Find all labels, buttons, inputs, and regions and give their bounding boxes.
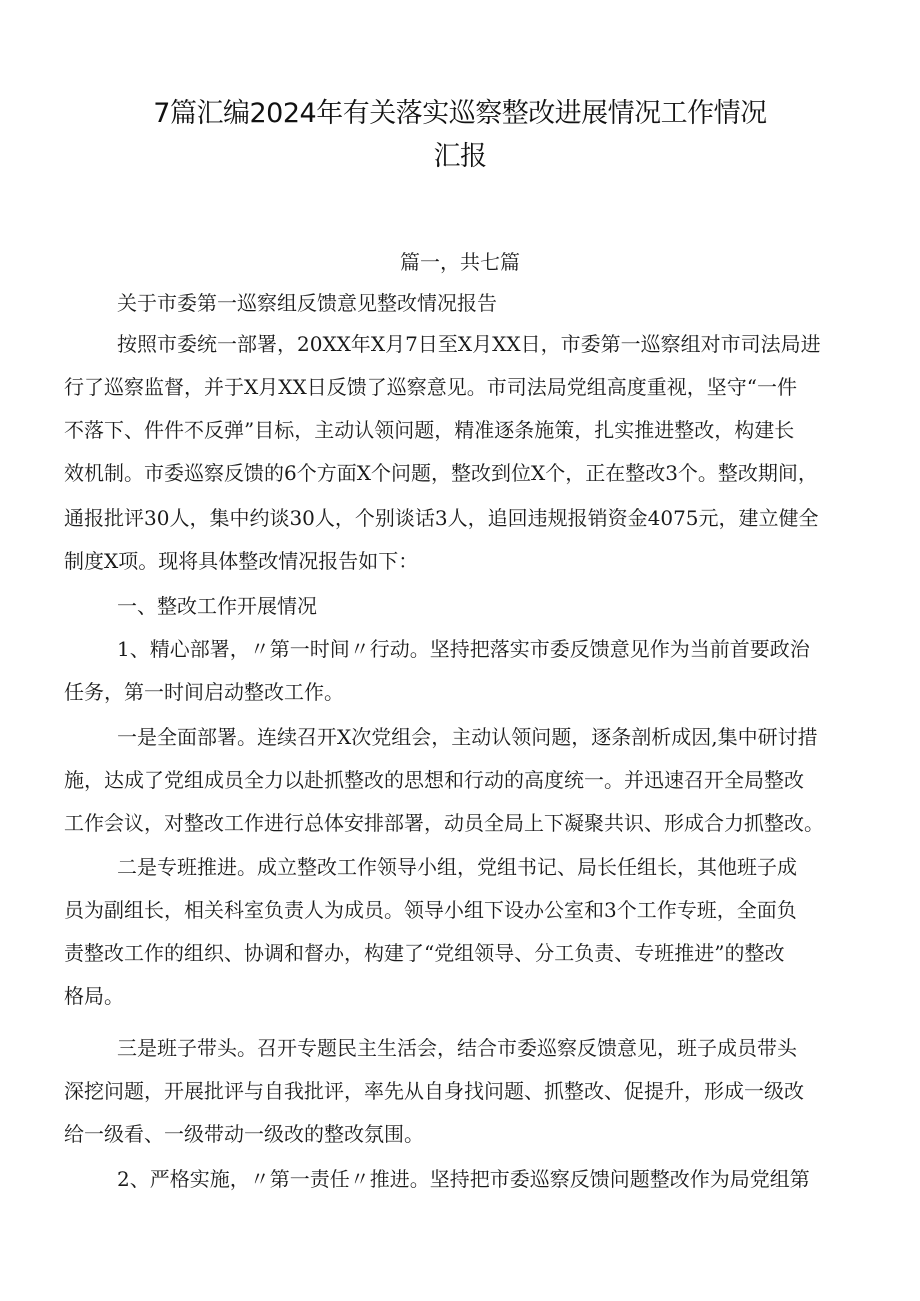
paragraph-line: 按照市委统一部署，20XX年X月7日至X月XX日，市委第一巡察组对市司法局进 [117, 332, 821, 356]
paragraph-line: 效机制。市委巡察反馈的6个方面X个问题，整改到位X个，正在整改3个。整改期间， [64, 461, 818, 485]
paragraph-line: 三是班子带头。召开专题民主生活会，结合市委巡察反馈意见，班子成员带头 [117, 1036, 797, 1060]
paragraph-line: 格局。 [64, 984, 124, 1008]
document-title-line-1: 7篇汇编2024年有关落实巡察整改进展情况工作情况 [153, 98, 767, 129]
report-title: 关于市委第一巡察组反馈意见整改情况报告 [117, 291, 497, 315]
paragraph-line: 一是全面部署。连续召开X次党组会，主动认领问题，逐条剖析成因,集中研讨措 [117, 725, 818, 749]
chapter-heading: 篇一，共七篇 [400, 250, 520, 274]
paragraph-line: 二是专班推进。成立整改工作领导小组，党组书记、局长任组长，其他班子成 [117, 855, 797, 879]
section-heading: 一、整改工作开展情况 [117, 594, 317, 618]
paragraph-line: 制度X项。现将具体整改情况报告如下： [64, 549, 419, 573]
paragraph-line: 给一级看、一级带动一级改的整改氛围。 [64, 1122, 424, 1146]
paragraph-line: 1、精心部署，〃第一时间〃行动。坚持把落实市委反馈意见作为当前首要政治 [117, 637, 810, 661]
paragraph-line: 任务，第一时间启动整改工作。 [64, 680, 344, 704]
paragraph-line: 责整改工作的组织、协调和督办，构建了“党组领导、分工负责、专班推进”的整改 [64, 941, 785, 965]
paragraph-line: 行了巡察监督，并于X月XX日反馈了巡察意见。市司法局党组高度重视，坚守“一件 [64, 375, 797, 399]
paragraph-line: 2、严格实施，〃第一责任〃推进。坚持把市委巡察反馈问题整改作为局党组第 [117, 1167, 810, 1191]
paragraph-line: 深挖问题，开展批评与自我批评，率先从自身找问题、抓整改、促提升，形成一级改 [64, 1079, 804, 1103]
document-title-line-2: 汇报 [433, 141, 487, 172]
paragraph-line: 施，达成了党组成员全力以赴抓整改的思想和行动的高度统一。并迅速召开全局整改 [64, 768, 804, 792]
paragraph-line: 不落下、件件不反弹”目标，主动认领问题，精准逐条施策，扎实推进整改，构建长 [64, 418, 795, 442]
paragraph-line: 通报批评30人，集中约谈30人，个别谈话3人，追回违规报销资金4075元，建立健全 [64, 506, 819, 530]
paragraph-line: 员为副组长，相关科室负责人为成员。领导小组下设办公室和3个工作专班，全面负 [64, 898, 797, 922]
paragraph-line: 工作会议，对整改工作进行总体安排部署，动员全局上下凝聚共识、形成合力抓整改。 [64, 811, 824, 835]
